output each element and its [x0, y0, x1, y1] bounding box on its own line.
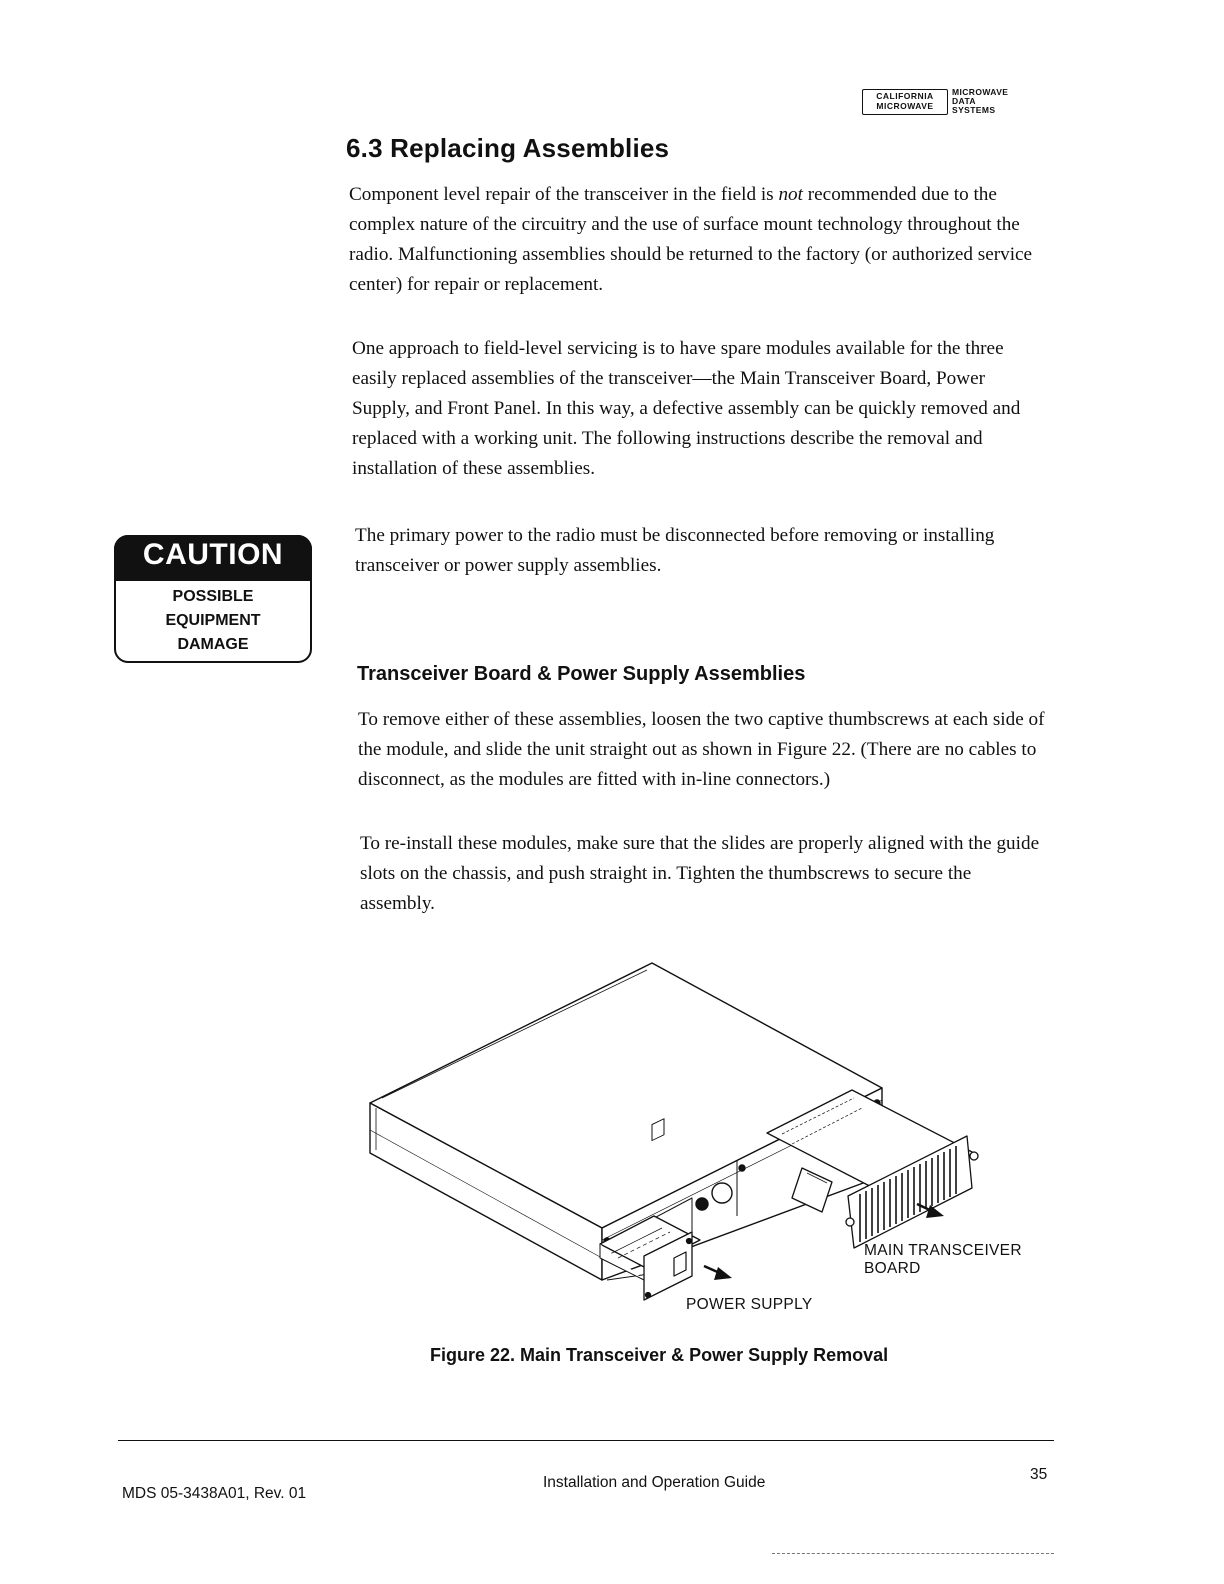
scan-artifact-line	[772, 1553, 1054, 1554]
subsection-paragraph-2: To re-install these modules, make sure that the slides are properly aligned with the guide slots on the chassis, and push straight in. Tighten the thumbscrews to secure the assembly.	[360, 833, 1040, 914]
company-logo	[862, 86, 1042, 118]
figure-label-main-line2: BOARD	[864, 1260, 921, 1277]
section-paragraph-3: The primary power to the radio must be disconnected before removing or installing transceiver or power supply assemblies.	[355, 525, 995, 576]
logo-box	[862, 89, 948, 115]
logo-box-line1: CALIFORNIA	[876, 91, 934, 101]
section-paragraph-1	[349, 180, 1039, 300]
footer-page-number: 35	[1030, 1466, 1048, 1483]
logo-side-text	[952, 88, 1008, 115]
power-supply-arrow	[704, 1266, 732, 1280]
section-title: 6.3 Replacing Assemblies	[346, 133, 670, 163]
caution-line-3: DAMAGE	[177, 636, 249, 653]
figure-label-power-supply: POWER SUPPLY	[686, 1296, 813, 1313]
figure-caption: Figure 22. Main Transceiver & Power Supply Removal	[430, 1345, 889, 1365]
figure-label-main-transceiver	[864, 1242, 1022, 1278]
footer-guide-title: Installation and Operation Guide	[543, 1474, 766, 1491]
footer-doc-number: MDS 05-3438A01, Rev. 01	[122, 1485, 307, 1502]
subsection-paragraph-1: To remove either of these assemblies, loosen the two captive thumbscrews at each side of the module, and slide the unit straight out as shown in Figure 22. (There are no cables to disconnect, as the modules are fitted with in-line connectors.)	[358, 709, 1045, 790]
figure-label-main-line1: MAIN TRANSCEIVER	[864, 1242, 1022, 1259]
logo-box-line2: MICROWAVE	[876, 101, 934, 111]
caution-message	[114, 585, 312, 657]
caution-title: CAUTION	[142, 538, 284, 571]
section-paragraph-2: One approach to field-level servicing is to have spare modules available for the three easily replaced assemblies of the transceiver—the Main Transceiver Board, Power Supply, and Front Panel. In this way, a defective assembly can be quickly removed and replaced with a working unit. The following instructions describe the removal and installation of these assemblies.	[352, 338, 1021, 479]
subsection-title: Transceiver Board & Power Supply Assemblies	[357, 663, 806, 685]
caution-notice	[114, 535, 312, 663]
para1-text-a: Component level repair of the transceiver in the field is	[349, 184, 779, 205]
logo-side-line1: MICROWAVE	[952, 87, 1009, 97]
caution-line-2: EQUIPMENT	[165, 612, 261, 629]
footer-rule	[118, 1440, 1054, 1441]
caution-line-1: POSSIBLE	[172, 588, 254, 605]
para1-emphasis: not	[778, 184, 803, 205]
para1-text-b: recommended due to the complex nature of the circuitry and the use of surface mount technology throughout the radio. Malfunctioning assemblies should be returned to the factory (or authorized service center) for repair or replacement.	[349, 184, 1033, 295]
logo-side-line2: DATA	[952, 96, 976, 106]
logo-side-line3: SYSTEMS	[952, 105, 996, 115]
